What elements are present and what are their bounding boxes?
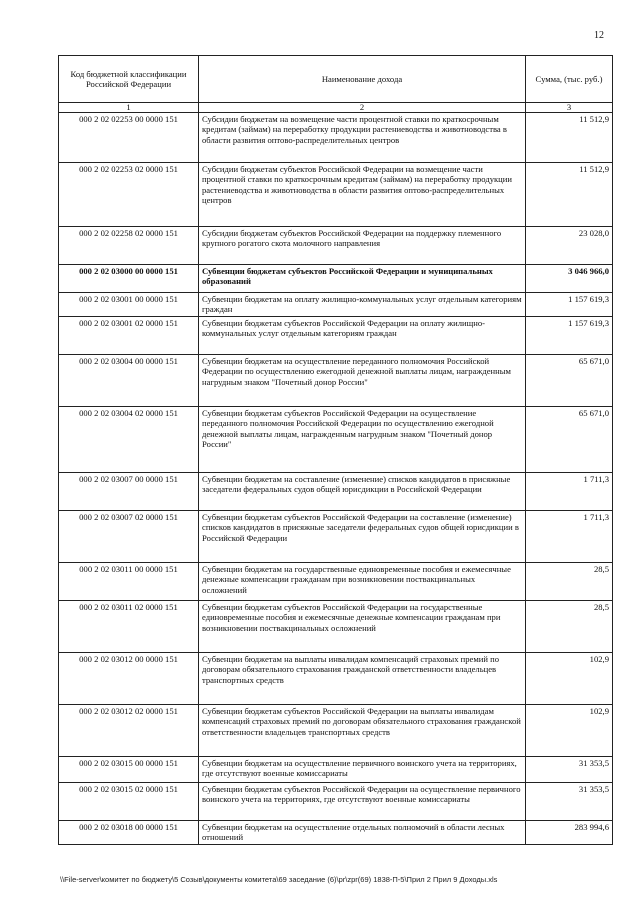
name-cell: Субсидии бюджетам на возмещение части процентной ставки по краткосрочным кредитам (займам) на переработку продукции растениеводства и животноводства в области развития оптово-распределительных центров	[199, 113, 526, 163]
code-cell: 000 2 02 03015 02 0000 151	[59, 783, 199, 821]
code-cell: 000 2 02 03011 02 0000 151	[59, 601, 199, 653]
name-cell: Субвенции бюджетам субъектов Российской Федерации на выплаты инвалидам компенсаций страховых премий по договорам обязательного страхования гражданской ответственности владельцев транспортных средств	[199, 705, 526, 757]
sum-cell: 1 157 619,3	[526, 293, 613, 317]
table-row	[59, 705, 613, 757]
table-row	[59, 653, 613, 705]
name-cell: Субвенции бюджетам субъектов Российской Федерации на осуществление переданного полномочия Российской Федерации по осуществлению ежегодной денежной выплаты лицам, награжденным нагрудным знаком "Почетный донор России"	[199, 407, 526, 473]
column-number-3: 3	[526, 103, 613, 113]
code-cell: 000 2 02 03018 00 0000 151	[59, 821, 199, 845]
code-cell: 000 2 02 03012 00 0000 151	[59, 653, 199, 705]
sum-cell: 28,5	[526, 563, 613, 601]
sum-cell: 11 512,9	[526, 163, 613, 227]
column-number-1: 1	[59, 103, 199, 113]
code-cell: 000 2 02 02258 02 0000 151	[59, 227, 199, 265]
code-cell: 000 2 02 03015 00 0000 151	[59, 757, 199, 783]
column-number-2: 2	[199, 103, 526, 113]
name-cell: Субвенции бюджетам на составление (изменение) списков кандидатов в присяжные заседатели федеральных судов общей юрисдикции в Российской Федерации	[199, 473, 526, 511]
sum-cell: 1 711,3	[526, 511, 613, 563]
name-cell: Субвенции бюджетам субъектов Российской Федерации на осуществление первичного воинского учета на территориях, где отсутствуют военные комиссариаты	[199, 783, 526, 821]
table-row	[59, 227, 613, 265]
name-column-header: Наименование дохода	[199, 56, 526, 103]
code-cell: 000 2 02 03011 00 0000 151	[59, 563, 199, 601]
sum-cell: 28,5	[526, 601, 613, 653]
name-cell: Субвенции бюджетам субъектов Российской Федерации на составление (изменение) списков кандидатов в присяжные заседатели федеральных судов общей юрисдикции в Российской Федерации	[199, 511, 526, 563]
sum-cell: 283 994,6	[526, 821, 613, 845]
name-cell: Субвенции бюджетам субъектов Российской Федерации на государственные единовременные пособия и ежемесячные денежные компенсации гражданам при возникновении поствакцинальных осложнений	[199, 601, 526, 653]
name-cell: Субсидии бюджетам субъектов Российской Федерации на поддержку племенного крупного рогатого скота молочного направления	[199, 227, 526, 265]
name-cell: Субвенции бюджетам на осуществление отдельных полномочий в области лесных отношений	[199, 821, 526, 845]
table-row	[59, 293, 613, 317]
code-cell: 000 2 02 02253 00 0000 151	[59, 113, 199, 163]
name-cell: Субвенции бюджетам субъектов Российской Федерации и муниципальных образований	[199, 265, 526, 293]
sum-cell: 3 046 966,0	[526, 265, 613, 293]
sum-cell: 31 353,5	[526, 783, 613, 821]
code-cell: 000 2 02 03004 00 0000 151	[59, 355, 199, 407]
table-row	[59, 113, 613, 163]
table-row	[59, 757, 613, 783]
code-cell: 000 2 02 03007 00 0000 151	[59, 473, 199, 511]
code-cell: 000 2 02 03001 00 0000 151	[59, 293, 199, 317]
table-row	[59, 473, 613, 511]
table-row	[59, 601, 613, 653]
sum-cell: 102,9	[526, 705, 613, 757]
code-column-header: Код бюджетной классификации Российской Федерации	[59, 56, 199, 103]
table-row	[59, 563, 613, 601]
table-row	[59, 265, 613, 293]
sum-cell: 102,9	[526, 653, 613, 705]
name-cell: Субвенции бюджетам на оплату жилищно-коммунальных услуг отдельным категориям граждан	[199, 293, 526, 317]
name-cell: Субсидии бюджетам субъектов Российской Федерации на возмещение части процентной ставки по краткосрочным кредитам (займам) на переработку продукции растениеводства и животноводства в области развития оптово-распределительных центров	[199, 163, 526, 227]
sum-cell: 23 028,0	[526, 227, 613, 265]
code-cell: 000 2 02 03012 02 0000 151	[59, 705, 199, 757]
sum-cell: 65 671,0	[526, 355, 613, 407]
revenue-table	[58, 55, 613, 845]
name-cell: Субвенции бюджетам на государственные единовременные пособия и ежемесячные денежные компенсации гражданам при возникновении поствакцинальных осложнений	[199, 563, 526, 601]
name-cell: Субвенции бюджетам на осуществление переданного полномочия Российской Федерации по осуществлению ежегодной денежной выплаты лицам, награжденным нагрудным знаком "Почетный донор России"	[199, 355, 526, 407]
code-cell: 000 2 02 03001 02 0000 151	[59, 317, 199, 355]
sum-column-header: Сумма, (тыс. руб.)	[526, 56, 613, 103]
name-cell: Субвенции бюджетам на осуществление первичного воинского учета на территориях, где отсутствуют военные комиссариаты	[199, 757, 526, 783]
sum-cell: 65 671,0	[526, 407, 613, 473]
name-cell: Субвенции бюджетам на выплаты инвалидам компенсаций страховых премий по договорам обязательного страхования гражданской ответственности владельцев транспортных средств	[199, 653, 526, 705]
column-number-row	[59, 103, 613, 113]
code-cell: 000 2 02 03004 02 0000 151	[59, 407, 199, 473]
table-row	[59, 821, 613, 845]
code-cell: 000 2 02 03007 02 0000 151	[59, 511, 199, 563]
sum-cell: 31 353,5	[526, 757, 613, 783]
name-cell: Субвенции бюджетам субъектов Российской Федерации на оплату жилищно-коммунальных услуг отдельным категориям граждан	[199, 317, 526, 355]
table-row	[59, 317, 613, 355]
table-row	[59, 355, 613, 407]
table-row	[59, 783, 613, 821]
page-number: 12	[594, 30, 604, 41]
sum-cell: 1 157 619,3	[526, 317, 613, 355]
sum-cell: 1 711,3	[526, 473, 613, 511]
code-cell: 000 2 02 03000 00 0000 151	[59, 265, 199, 293]
table-row	[59, 511, 613, 563]
table-header-row	[59, 56, 613, 103]
table-row	[59, 407, 613, 473]
code-cell: 000 2 02 02253 02 0000 151	[59, 163, 199, 227]
file-path-footer: \\File-server\комитет по бюджету\5 Созыв\документы комитета\69 заседание (6)\pr\zpr(69) 1838-П-5\Прил 2 Прил 9 Доходы.xls	[60, 875, 498, 884]
sum-cell: 11 512,9	[526, 113, 613, 163]
table-row	[59, 163, 613, 227]
